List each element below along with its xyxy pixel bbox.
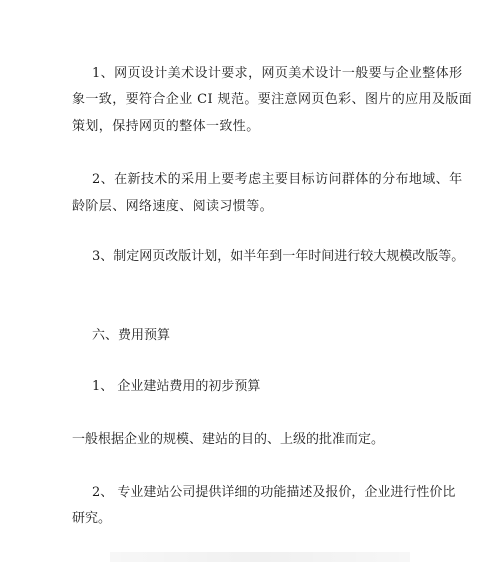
paragraph-line: 3、制定网页改版计划，如半年到一年时间进行较大规模改版等。 (92, 249, 465, 264)
paragraph-budget-basis (0, 429, 500, 451)
paragraph-line: 策划，保持网页的整体一致性。 (72, 119, 260, 134)
section-heading-budget (0, 325, 500, 347)
paragraph-new-technology (0, 169, 500, 218)
paragraph-initial-budget (0, 376, 500, 398)
paragraph-line: 1、 企业建站费用的初步预算 (92, 379, 261, 394)
paragraph-line: 2、在新技术的采用上要考虑主要目标访问群体的分布地域、年 (92, 172, 463, 187)
paragraph-vendor-quote (0, 482, 500, 530)
paragraph-line: 2、 专业建站公司提供详细的功能描述及报价，企业进行性价比 (92, 485, 456, 500)
paragraph-line: 龄阶层、网络速度、阅读习惯等。 (72, 199, 274, 214)
paragraph-web-art-design (0, 63, 500, 138)
page-bottom-shadow (110, 552, 410, 562)
section-heading-text: 六、费用预算 (92, 328, 171, 343)
paragraph-line: 1、网页设计美术设计要求，网页美术设计一般要与企业整体形 (92, 66, 463, 81)
paragraph-line: 象一致，要符合企业 CI 规范。要注意网页色彩、图片的应用及版面 (72, 92, 473, 107)
paragraph-line: 一般根据企业的规模、建站的目的、上级的批准而定。 (72, 432, 385, 447)
paragraph-line: 研究。 (72, 511, 112, 526)
paragraph-revision-plan (0, 246, 500, 268)
